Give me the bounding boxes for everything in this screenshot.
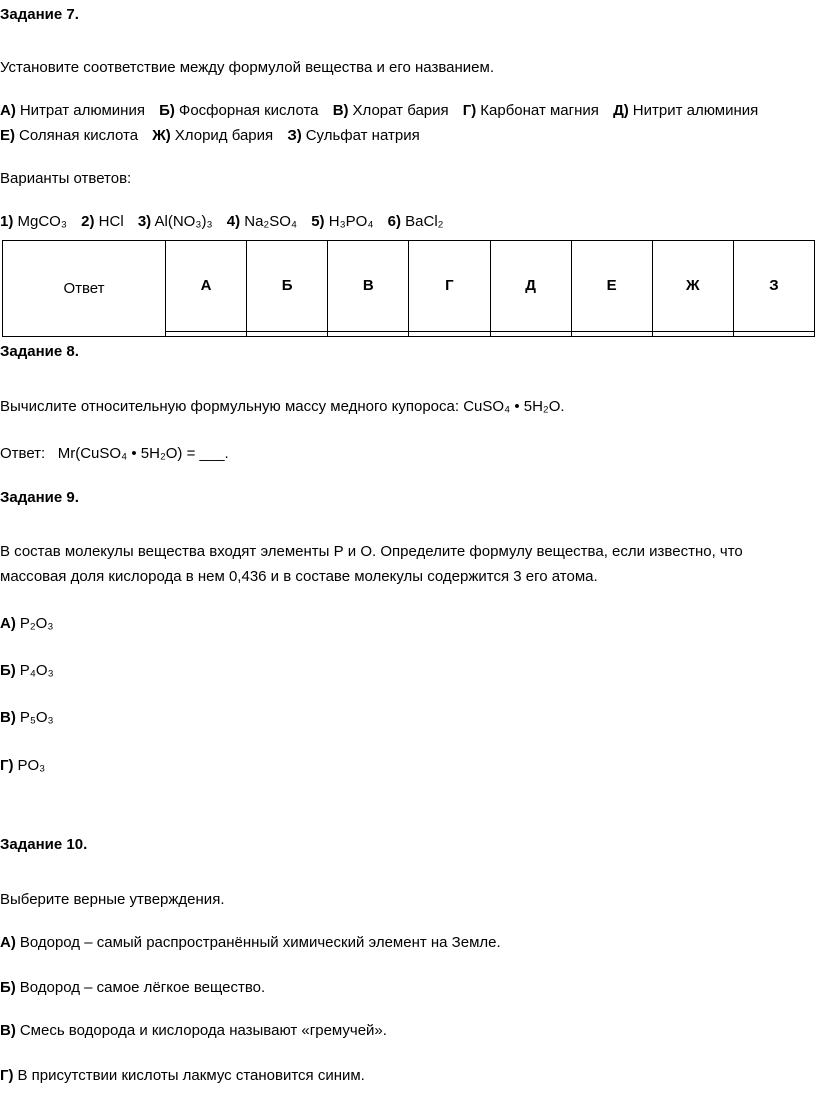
option-formula-4: Na₂SO₄ [244,213,298,230]
answer-table [2,240,815,337]
option-formula-2: HCl [98,213,124,230]
task9-title: Задание 9. [0,489,79,506]
name-letter-v: В) [332,102,349,119]
task9-option-text-g: PO₃ [17,757,46,774]
name-letter-e: Е) [0,127,15,144]
task7-names-row2 [0,126,420,146]
name-letter-d: Д) [613,102,629,119]
task7-options [0,212,444,232]
task10-option-v [0,1021,387,1041]
task10-option-text-b: Водород – самое лёгкое вещество. [19,979,266,996]
task10-option-letter-g: Г) [0,1067,14,1084]
task9-option-a [0,614,53,634]
name-v: Хлорат бария [352,102,449,119]
name-letter-z: З) [287,127,302,144]
task9-option-letter-a: А) [0,615,16,632]
answer-header-zh: Ж [652,241,733,332]
name-letter-a: А) [0,102,16,119]
task10-option-a [0,933,501,953]
task9-option-letter-g: Г) [0,757,14,774]
answer-cell-e[interactable] [571,331,652,336]
task9-option-b [0,661,54,681]
answer-header-v: В [328,241,409,332]
task8-question: Вычислите относительную формульную массу медного купороса: CuSO₄ • 5H₂O. [0,398,565,415]
task9-option-text-a: P₂O₃ [19,615,54,632]
name-zh: Хлорид бария [174,127,274,144]
name-a: Нитрат алюминия [19,102,145,119]
name-letter-g: Г) [462,102,477,119]
answer-cell-b[interactable] [247,331,328,336]
answer-cell-d[interactable] [490,331,571,336]
answer-cell-a[interactable] [166,331,247,336]
task10-option-text-a: Водород – самый распространённый химический элемент на Земле. [19,934,501,951]
name-g: Карбонат магния [480,102,599,119]
option-formula-6: BaCl₂ [405,213,444,230]
task10-option-g [0,1066,365,1086]
option-num-4: 4) [226,213,241,230]
name-d: Нитрит алюминия [632,102,759,119]
task9-question-line2: массовая доля кислорода в нем 0,436 и в составе молекулы содержится 3 его атома. [0,568,598,585]
answer-header-d: Д [490,241,571,332]
name-letter-zh: Ж) [152,127,171,144]
option-num-5: 5) [311,213,325,230]
answer-table-header-row [3,241,815,332]
task9-option-letter-v: В) [0,709,16,726]
task10-option-letter-b: Б) [0,979,16,996]
task9-question-line1: В состав молекулы вещества входят элементы Р и О. Определите формулу вещества, если известно, что [0,543,743,560]
task10-option-text-v: Смесь водорода и кислорода называют «гремучей». [19,1022,387,1039]
answer-header-z: З [733,241,814,332]
task8-answer: Ответ: Mr(CuSO₄ • 5H₂O) = ___. [0,445,229,462]
answer-header-b: Б [247,241,328,332]
option-num-2: 2) [81,213,95,230]
answer-header-g: Г [409,241,490,332]
task7-title: Задание 7. [0,6,79,23]
task9-option-text-v: P₅O₃ [19,709,54,726]
task7-instruction: Установите соответствие между формулой вещества и его названием. [0,59,494,76]
answer-cell-z[interactable] [733,331,814,336]
task10-option-text-g: В присутствии кислоты лакмус становится синим. [17,1067,365,1084]
name-z: Сульфат натрия [305,127,420,144]
option-num-3: 3) [137,213,152,230]
task7-names-row1 [0,101,758,121]
task10-instruction: Выберите верные утверждения. [0,891,225,908]
option-formula-3: Al(NO₃)₃ [154,213,213,230]
task7-options-label: Варианты ответов: [0,170,132,187]
answer-cell-g[interactable] [409,331,490,336]
answer-row-label: Ответ [3,241,166,337]
task9-option-g [0,756,45,776]
answer-cell-v[interactable] [328,331,409,336]
task9-option-v [0,708,54,728]
task8-title: Задание 8. [0,343,79,360]
task10-title: Задание 10. [0,836,88,853]
option-num-6: 6) [387,213,401,230]
name-letter-b: Б) [159,102,175,119]
option-num-1: 1) [0,213,14,230]
task10-option-b [0,978,265,998]
option-formula-5: H₃PO₄ [328,213,374,230]
name-e: Соляная кислота [19,127,139,144]
task9-option-letter-b: Б) [0,662,16,679]
option-formula-1: MgCO₃ [17,213,67,230]
name-b: Фосфорная кислота [178,102,319,119]
answer-header-e: Е [571,241,652,332]
answer-header-a: А [166,241,247,332]
task10-option-letter-a: А) [0,934,16,951]
answer-cell-zh[interactable] [652,331,733,336]
task10-option-letter-v: В) [0,1022,16,1039]
task9-option-text-b: P₄O₃ [19,662,54,679]
